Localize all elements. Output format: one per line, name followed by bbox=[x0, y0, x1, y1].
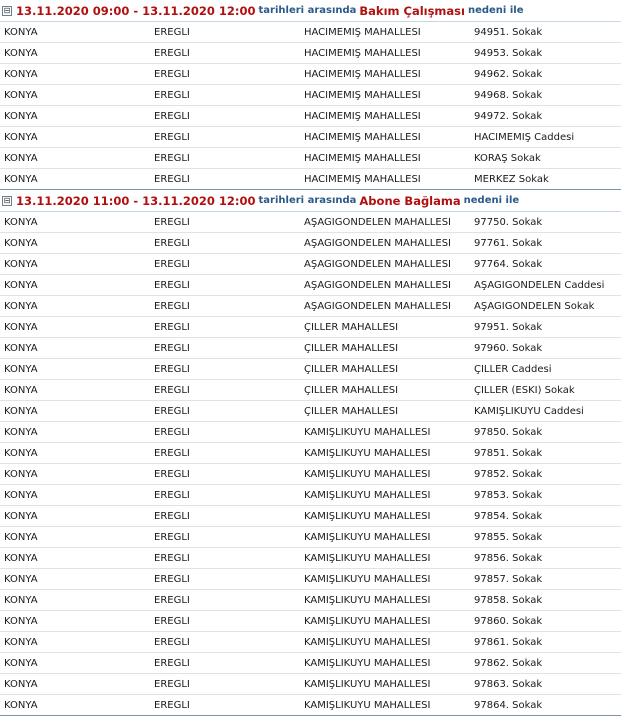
table-row bbox=[0, 127, 621, 148]
table-row bbox=[0, 590, 621, 611]
group-header[interactable] bbox=[0, 0, 621, 22]
street-cell: 97861. Sokak bbox=[474, 636, 543, 648]
street-cell: 97761. Sokak bbox=[474, 237, 543, 249]
table-row bbox=[0, 401, 621, 422]
neighborhood-cell: HACIMEMİŞ MAHALLESİ bbox=[304, 173, 421, 185]
city-cell: KONYA bbox=[4, 531, 38, 543]
district-cell: EREĞLİ bbox=[154, 615, 190, 627]
city-cell: KONYA bbox=[4, 110, 38, 122]
neighborhood-cell: KAMIŞLIKUYU MAHALLESİ bbox=[304, 699, 431, 711]
street-cell: 94962. Sokak bbox=[474, 68, 543, 80]
table-row bbox=[0, 106, 621, 127]
neighborhood-cell: HACIMEMİŞ MAHALLESİ bbox=[304, 152, 421, 164]
district-cell: EREĞLİ bbox=[154, 678, 190, 690]
table-row bbox=[0, 254, 621, 275]
district-cell: EREĞLİ bbox=[154, 110, 190, 122]
neighborhood-cell: KAMIŞLIKUYU MAHALLESİ bbox=[304, 615, 431, 627]
street-cell: 94968. Sokak bbox=[474, 89, 543, 101]
table-row bbox=[0, 611, 621, 632]
street-cell: 97864. Sokak bbox=[474, 699, 543, 711]
neighborhood-cell: ÇİLLER MAHALLESİ bbox=[304, 321, 399, 333]
street-cell: 94953. Sokak bbox=[474, 47, 543, 59]
table-row bbox=[0, 464, 621, 485]
table-row bbox=[0, 64, 621, 85]
district-cell: EREĞLİ bbox=[154, 447, 190, 459]
neighborhood-cell: KAMIŞLIKUYU MAHALLESİ bbox=[304, 510, 431, 522]
datetime-range: 13.11.2020 11:00 - 13.11.2020 12:00 bbox=[16, 193, 256, 208]
table-row bbox=[0, 169, 621, 190]
district-cell: EREĞLİ bbox=[154, 216, 190, 228]
city-cell: KONYA bbox=[4, 615, 38, 627]
group-rows bbox=[0, 212, 621, 716]
district-cell: EREĞLİ bbox=[154, 342, 190, 354]
neighborhood-cell: HACIMEMİŞ MAHALLESİ bbox=[304, 68, 421, 80]
connector-text-between: tarihleri arasında bbox=[258, 195, 357, 206]
neighborhood-cell: HACIMEMİŞ MAHALLESİ bbox=[304, 89, 421, 101]
city-cell: KONYA bbox=[4, 699, 38, 711]
city-cell: KONYA bbox=[4, 657, 38, 669]
district-cell: EREĞLİ bbox=[154, 489, 190, 501]
street-cell: 97856. Sokak bbox=[474, 552, 543, 564]
street-cell: ÇİLLER (ESKİ) Sokak bbox=[474, 384, 575, 396]
city-cell: KONYA bbox=[4, 26, 38, 38]
neighborhood-cell: KAMIŞLIKUYU MAHALLESİ bbox=[304, 636, 431, 648]
city-cell: KONYA bbox=[4, 552, 38, 564]
city-cell: KONYA bbox=[4, 237, 38, 249]
table-row bbox=[0, 506, 621, 527]
street-cell: 97857. Sokak bbox=[474, 573, 543, 585]
outage-group bbox=[0, 0, 621, 190]
neighborhood-cell: KAMIŞLIKUYU MAHALLESİ bbox=[304, 573, 431, 585]
table-row bbox=[0, 653, 621, 674]
street-cell: 97850. Sokak bbox=[474, 426, 543, 438]
collapse-icon[interactable]: ⊟ bbox=[3, 5, 11, 15]
street-cell: AŞAĞIGÖNDELEN Sokak bbox=[474, 300, 595, 312]
city-cell: KONYA bbox=[4, 510, 38, 522]
street-cell: MERKEZ Sokak bbox=[474, 173, 549, 185]
city-cell: KONYA bbox=[4, 489, 38, 501]
table-row bbox=[0, 22, 621, 43]
street-cell: 97854. Sokak bbox=[474, 510, 543, 522]
neighborhood-cell: HACIMEMİŞ MAHALLESİ bbox=[304, 131, 421, 143]
street-cell: 94951. Sokak bbox=[474, 26, 543, 38]
neighborhood-cell: KAMIŞLIKUYU MAHALLESİ bbox=[304, 426, 431, 438]
table-row bbox=[0, 443, 621, 464]
table-row bbox=[0, 485, 621, 506]
city-cell: KONYA bbox=[4, 173, 38, 185]
neighborhood-cell: HACIMEMİŞ MAHALLESİ bbox=[304, 47, 421, 59]
neighborhood-cell: AŞAĞIGÖNDELEN MAHALLESİ bbox=[304, 237, 451, 249]
table-row bbox=[0, 275, 621, 296]
table-row bbox=[0, 212, 621, 233]
street-cell: 97851. Sokak bbox=[474, 447, 543, 459]
district-cell: EREĞLİ bbox=[154, 279, 190, 291]
outage-reason: Bakım Çalışması bbox=[359, 3, 465, 18]
city-cell: KONYA bbox=[4, 363, 38, 375]
neighborhood-cell: ÇİLLER MAHALLESİ bbox=[304, 342, 399, 354]
city-cell: KONYA bbox=[4, 468, 38, 480]
street-cell: 97960. Sokak bbox=[474, 342, 543, 354]
city-cell: KONYA bbox=[4, 636, 38, 648]
street-cell: 97852. Sokak bbox=[474, 468, 543, 480]
neighborhood-cell: KAMIŞLIKUYU MAHALLESİ bbox=[304, 678, 431, 690]
district-cell: EREĞLİ bbox=[154, 657, 190, 669]
street-cell: 97750. Sokak bbox=[474, 216, 543, 228]
city-cell: KONYA bbox=[4, 300, 38, 312]
city-cell: KONYA bbox=[4, 426, 38, 438]
city-cell: KONYA bbox=[4, 216, 38, 228]
street-cell: 97860. Sokak bbox=[474, 615, 543, 627]
city-cell: KONYA bbox=[4, 47, 38, 59]
table-row bbox=[0, 674, 621, 695]
table-row bbox=[0, 85, 621, 106]
neighborhood-cell: KAMIŞLIKUYU MAHALLESİ bbox=[304, 657, 431, 669]
connector-text-reason: nedeni ile bbox=[463, 195, 520, 206]
city-cell: KONYA bbox=[4, 342, 38, 354]
neighborhood-cell: KAMIŞLIKUYU MAHALLESİ bbox=[304, 594, 431, 606]
neighborhood-cell: ÇİLLER MAHALLESİ bbox=[304, 384, 399, 396]
street-cell: 97862. Sokak bbox=[474, 657, 543, 669]
neighborhood-cell: AŞAĞIGÖNDELEN MAHALLESİ bbox=[304, 279, 451, 291]
city-cell: KONYA bbox=[4, 279, 38, 291]
table-row bbox=[0, 359, 621, 380]
outage-reason: Abone Bağlama bbox=[359, 193, 461, 208]
neighborhood-cell: KAMIŞLIKUYU MAHALLESİ bbox=[304, 447, 431, 459]
outage-group bbox=[0, 190, 621, 716]
street-cell: ÇİLLER Caddesi bbox=[474, 363, 552, 375]
street-cell: 97863. Sokak bbox=[474, 678, 543, 690]
district-cell: EREĞLİ bbox=[154, 405, 190, 417]
district-cell: EREĞLİ bbox=[154, 426, 190, 438]
city-cell: KONYA bbox=[4, 594, 38, 606]
street-cell: 97951. Sokak bbox=[474, 321, 543, 333]
table-row bbox=[0, 380, 621, 401]
table-row bbox=[0, 695, 621, 716]
district-cell: EREĞLİ bbox=[154, 258, 190, 270]
district-cell: EREĞLİ bbox=[154, 152, 190, 164]
district-cell: EREĞLİ bbox=[154, 552, 190, 564]
district-cell: EREĞLİ bbox=[154, 173, 190, 185]
city-cell: KONYA bbox=[4, 258, 38, 270]
district-cell: EREĞLİ bbox=[154, 26, 190, 38]
group-header[interactable] bbox=[0, 190, 621, 212]
connector-text-reason: nedeni ile bbox=[467, 5, 524, 16]
table-row bbox=[0, 338, 621, 359]
neighborhood-cell: AŞAĞIGÖNDELEN MAHALLESİ bbox=[304, 216, 451, 228]
district-cell: EREĞLİ bbox=[154, 636, 190, 648]
neighborhood-cell: KAMIŞLIKUYU MAHALLESİ bbox=[304, 468, 431, 480]
neighborhood-cell: ÇİLLER MAHALLESİ bbox=[304, 405, 399, 417]
table-row bbox=[0, 43, 621, 64]
district-cell: EREĞLİ bbox=[154, 510, 190, 522]
city-cell: KONYA bbox=[4, 68, 38, 80]
table-row bbox=[0, 527, 621, 548]
neighborhood-cell: AŞAĞIGÖNDELEN MAHALLESİ bbox=[304, 258, 451, 270]
street-cell: AŞAĞIGÖNDELEN Caddesi bbox=[474, 279, 605, 291]
district-cell: EREĞLİ bbox=[154, 89, 190, 101]
street-cell: HACIMEMİŞ Caddesi bbox=[474, 131, 575, 143]
neighborhood-cell: ÇİLLER MAHALLESİ bbox=[304, 363, 399, 375]
neighborhood-cell: HACIMEMİŞ MAHALLESİ bbox=[304, 26, 421, 38]
table-row bbox=[0, 632, 621, 653]
group-rows bbox=[0, 22, 621, 190]
street-cell: 94972. Sokak bbox=[474, 110, 543, 122]
street-cell: 97855. Sokak bbox=[474, 531, 543, 543]
connector-text-between: tarihleri arasında bbox=[258, 5, 357, 16]
district-cell: EREĞLİ bbox=[154, 699, 190, 711]
district-cell: EREĞLİ bbox=[154, 68, 190, 80]
city-cell: KONYA bbox=[4, 384, 38, 396]
district-cell: EREĞLİ bbox=[154, 47, 190, 59]
table-row bbox=[0, 317, 621, 338]
district-cell: EREĞLİ bbox=[154, 573, 190, 585]
table-row bbox=[0, 148, 621, 169]
neighborhood-cell: KAMIŞLIKUYU MAHALLESİ bbox=[304, 531, 431, 543]
table-row bbox=[0, 548, 621, 569]
district-cell: EREĞLİ bbox=[154, 468, 190, 480]
district-cell: EREĞLİ bbox=[154, 531, 190, 543]
neighborhood-cell: KAMIŞLIKUYU MAHALLESİ bbox=[304, 489, 431, 501]
city-cell: KONYA bbox=[4, 131, 38, 143]
city-cell: KONYA bbox=[4, 405, 38, 417]
city-cell: KONYA bbox=[4, 447, 38, 459]
district-cell: EREĞLİ bbox=[154, 384, 190, 396]
city-cell: KONYA bbox=[4, 573, 38, 585]
city-cell: KONYA bbox=[4, 152, 38, 164]
city-cell: KONYA bbox=[4, 89, 38, 101]
street-cell: 97764. Sokak bbox=[474, 258, 543, 270]
neighborhood-cell: KAMIŞLIKUYU MAHALLESİ bbox=[304, 552, 431, 564]
street-cell: KAMIŞLIKUYU Caddesi bbox=[474, 405, 584, 417]
street-cell: 97858. Sokak bbox=[474, 594, 543, 606]
neighborhood-cell: AŞAĞIGÖNDELEN MAHALLESİ bbox=[304, 300, 451, 312]
district-cell: EREĞLİ bbox=[154, 237, 190, 249]
neighborhood-cell: HACIMEMİŞ MAHALLESİ bbox=[304, 110, 421, 122]
district-cell: EREĞLİ bbox=[154, 363, 190, 375]
collapse-icon[interactable]: ⊟ bbox=[3, 195, 11, 205]
table-row bbox=[0, 233, 621, 254]
street-cell: KORAŞ Sokak bbox=[474, 152, 541, 164]
city-cell: KONYA bbox=[4, 678, 38, 690]
table-row bbox=[0, 422, 621, 443]
district-cell: EREĞLİ bbox=[154, 594, 190, 606]
table-row bbox=[0, 296, 621, 317]
city-cell: KONYA bbox=[4, 321, 38, 333]
district-cell: EREĞLİ bbox=[154, 321, 190, 333]
district-cell: EREĞLİ bbox=[154, 131, 190, 143]
district-cell: EREĞLİ bbox=[154, 300, 190, 312]
street-cell: 97853. Sokak bbox=[474, 489, 543, 501]
datetime-range: 13.11.2020 09:00 - 13.11.2020 12:00 bbox=[16, 3, 256, 18]
table-row bbox=[0, 569, 621, 590]
